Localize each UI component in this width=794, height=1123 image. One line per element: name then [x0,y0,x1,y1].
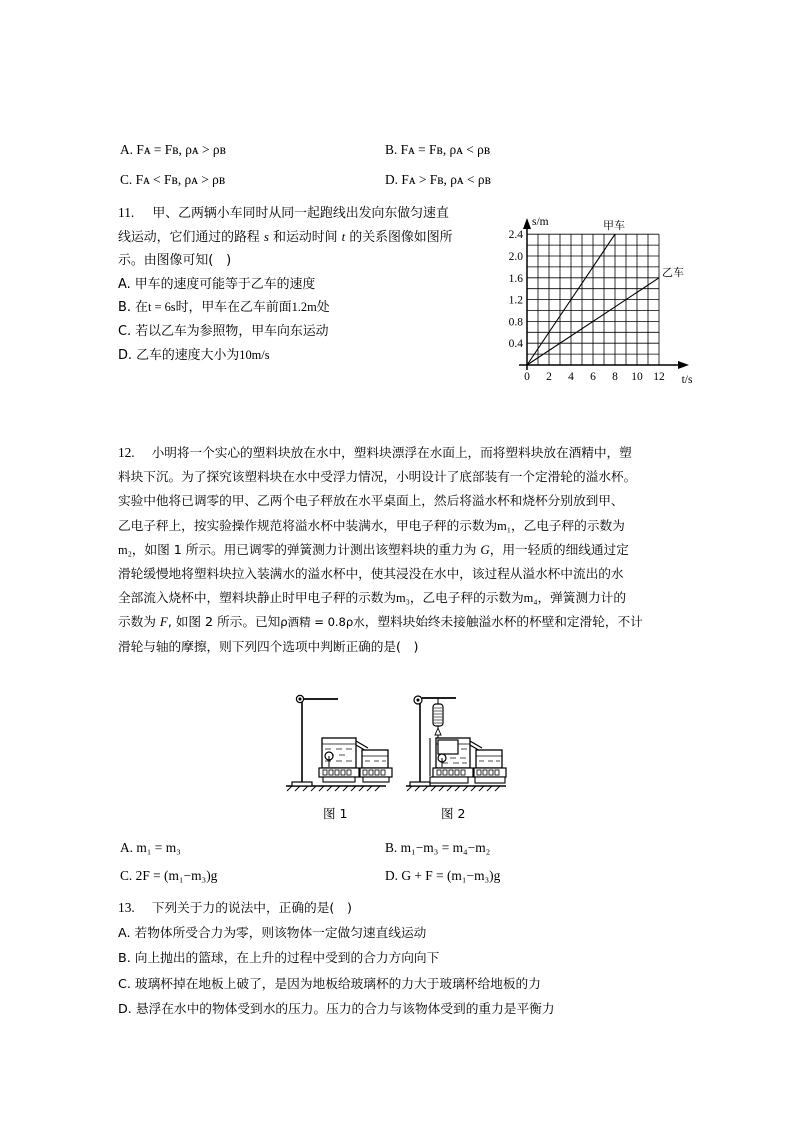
q13-option-b[interactable]: B. 向上抛出的篮球，在上升的过程中受到的合力方向向下 [118,950,440,966]
q12-option-d[interactable]: D. G + F = (m₁−m₃)g [385,868,501,883]
q10-option-d[interactable]: D. Fᴀ > Fʙ, ρᴀ < ρʙ [385,172,491,187]
q12-symbol-m1: m₁ [497,518,511,533]
fig1-scale-a-base [323,777,355,782]
q11-option-b-pre: B. 在 [118,300,148,316]
x-tick-3: 6 [590,371,596,383]
y-tick-4: 2.0 [508,251,523,263]
fig1-scale-b-base [363,777,389,782]
q11-option-d-pre: D. 乙车的速度大小为 [118,347,240,363]
q12-stem-line-5 [118,539,694,563]
q12-symbol-m3: m₃ [396,591,410,606]
y-axis-tick-labels [509,229,524,350]
fig1-ground-hatch [287,786,380,791]
q12-stem-line-7 [118,587,694,611]
fig2-scale-b-body [474,768,506,777]
q12-line7-text: 全部流入烧杯中，塑料块静止时甲电子秤的示数为 [118,590,397,606]
x-axis-arrow [678,361,689,369]
fig2-tension-arrow [435,728,441,735]
q13-stem-text: 下列关于力的说法中，正确的是( ) [151,900,353,915]
q11-option-b-mid: 时，甲车在乙车前面 [175,300,292,316]
q12-symbol-m4: m₄ [523,591,538,606]
y-tick-5: 2.4 [508,229,523,242]
speed-time-graph [497,200,697,390]
fig1-cup-spout-top [356,741,368,748]
chart-gridlines [527,234,659,365]
q12-line7-text-c: ，弹簧测力计的 [537,590,626,606]
q12-stem-text-1: 小明将一个实心的塑料块放在水中，塑料块漂浮在水面上，而将塑料块放在酒精中，塑 [151,445,632,460]
chart-axes [519,225,683,370]
y-tick-2: 1.2 [508,294,523,307]
question-11 [118,202,493,367]
x-tick-6: 12 [653,371,665,383]
y-axis-label: s/m [532,216,549,228]
q11-option-b-dist: 1.2m [291,300,317,315]
q11-option-b-time: t = 6s [147,300,176,315]
figure-1-apparatus [286,695,392,791]
q12-stem-line-9: 滑轮与轴的摩擦，则下列四个选项中判断正确的是( ) [118,638,419,654]
q12-line4-text-b: ，乙电子秤的示数为 [510,517,625,533]
q12-stem-line-1 [118,442,694,466]
q11-stem-text-2a: 线运动，它们通过的路程 [118,229,264,245]
fig2-beaker [476,750,502,768]
fig1-pulley-axle [299,698,301,700]
q12-symbol-F: F [159,614,168,630]
q12-line8-text-b: , 如图 2 所示。已知 [167,614,281,630]
q13-option-d[interactable]: D. 悬浮在水中的物体受到水的压力。压力的合力与该物体受到的重力是平衡力 [118,1000,555,1016]
y-tick-0: 0.4 [508,338,523,351]
q12-line5-text: ，如图 1 所示。用已调零的弹簧测力计测出该塑料块的重力为 [131,541,481,557]
q13-stem [118,897,688,922]
x-tick-2: 4 [568,371,574,383]
fig2-ground-hatch [407,786,500,791]
x-axis-label: t/s [681,374,693,386]
figure-2-caption: 图 2 [441,806,466,821]
q12-stem-line-6: 滑轮缓慢地将塑料块拉入装满水的溢水杯中，使其浸没在水中，该过程从溢水杯中流出的水 [118,565,624,581]
q13-number: 13. [118,900,135,915]
q10-option-b[interactable]: B. Fᴀ = Fʙ, ρᴀ < ρʙ [385,142,491,157]
x-tick-4: 8 [612,371,618,383]
q11-var-s: s [263,228,269,244]
y-tick-3: 1.6 [508,272,523,285]
q13-option-c[interactable]: C. 玻璃杯掉在地板上破了，是因为地板给玻璃杯的力大于玻璃杯给地板的力 [118,975,541,991]
question-12-figures [278,688,518,833]
q12-line4-text: 乙电子秤上，按实验操作规范将溢水杯中装满水，甲电子秤的示数为 [118,517,498,533]
q11-stem-line-2 [118,226,493,250]
x-tick-5: 10 [631,371,643,383]
fig2-scale-a-base [430,777,468,783]
q12-line8-text-c: ，塑料块始终未接触溢水杯的杯壁和定滑轮，不计 [364,614,643,630]
q12-stem-line-2: 料块下沉。为了探究该塑料块在水中受浮力情况，小明设计了底部装有一个定滑轮的溢水杯。 [118,469,637,485]
y-axis-arrow [523,218,531,229]
fig1-scale-b-body [360,768,392,777]
fig2-stand-base [410,782,430,786]
x-tick-0: 0 [524,371,530,383]
chart-svg [497,200,697,390]
q11-stem-text-2c: 的关系图像如图所 [345,229,453,245]
q11-option-c[interactable]: C. 若以乙车为参照物，甲车向东运动 [118,323,329,339]
x-axis-tick-labels [524,371,665,383]
figure-2-apparatus [406,696,506,791]
q12-number: 12. [118,445,135,460]
q11-option-d-speed: 10m/s [239,347,270,362]
q12-line8-text: 示数为 [118,614,160,630]
y-tick-1: 0.8 [508,316,523,329]
question-12 [118,442,694,660]
q13-option-a[interactable]: A. 若物体所受合力为零，则该物体一定做匀速直线运动 [118,925,427,941]
fig2-scale-b-base [475,777,505,783]
q11-number: 11. [118,205,135,220]
fig2-plastic-block [438,740,458,754]
q11-stem-text-1: 甲、乙两辆小车同时从同一起跑线出发向东做匀速直 [152,206,449,221]
apparatus-diagrams [278,688,518,833]
fig1-beaker [362,750,388,768]
q11-option-a[interactable]: A. 甲车的速度可能等于乙车的速度 [118,276,316,292]
q11-stem-line-3: 示。由图像可知( ) [118,253,232,269]
chart-series-label-1: 甲车 [603,219,625,233]
q12-stem-line-8 [118,611,694,635]
q12-line7-text-b: ，乙电子秤的示数为 [409,590,524,606]
q12-stem-line-4 [118,515,694,539]
fig2-cup-spout-top [470,741,482,748]
q10-option-c[interactable]: C. Fᴀ < Fʙ, ρᴀ > ρʙ [120,172,226,187]
chart-series-label-2: 乙车 [662,265,684,279]
q12-line5-text-b: ，用一轻质的细线通过定 [489,541,629,557]
figure-1-caption: 图 1 [323,806,348,821]
q12-option-a[interactable]: A. m₁ = m₃ [120,840,181,855]
q12-option-b[interactable]: B. m₁−m₃ = m₄−m₂ [385,840,491,855]
q11-var-t: t [341,228,346,244]
q11-option-b[interactable] [118,296,493,320]
q12-density-relation: ρ酒精 = 0.8ρ水 [280,615,365,630]
q12-symbol-m2: m₂ [118,542,132,557]
q10-option-a[interactable]: A. Fᴀ = Fʙ, ρᴀ > ρʙ [120,142,226,157]
fig2-pulley-axle [417,699,419,701]
question-13 [118,897,688,1023]
x-tick-1: 2 [546,371,552,383]
q11-option-b-post: 处 [316,300,330,316]
q12-option-c[interactable]: C. 2F = (m₁−m₃)g [120,868,218,883]
q11-stem-text-2b: 和运动时间 [268,229,342,245]
q12-symbol-G: G [480,541,490,557]
q11-option-d[interactable] [118,344,493,368]
q12-stem-line-3: 实验中他将已调零的甲、乙两个电子秤放在水平桌面上，然后将溢水杯和烧杯分别放到甲、 [118,493,624,509]
q11-stem-line-1 [118,202,493,226]
fig1-stand-base [292,782,312,786]
